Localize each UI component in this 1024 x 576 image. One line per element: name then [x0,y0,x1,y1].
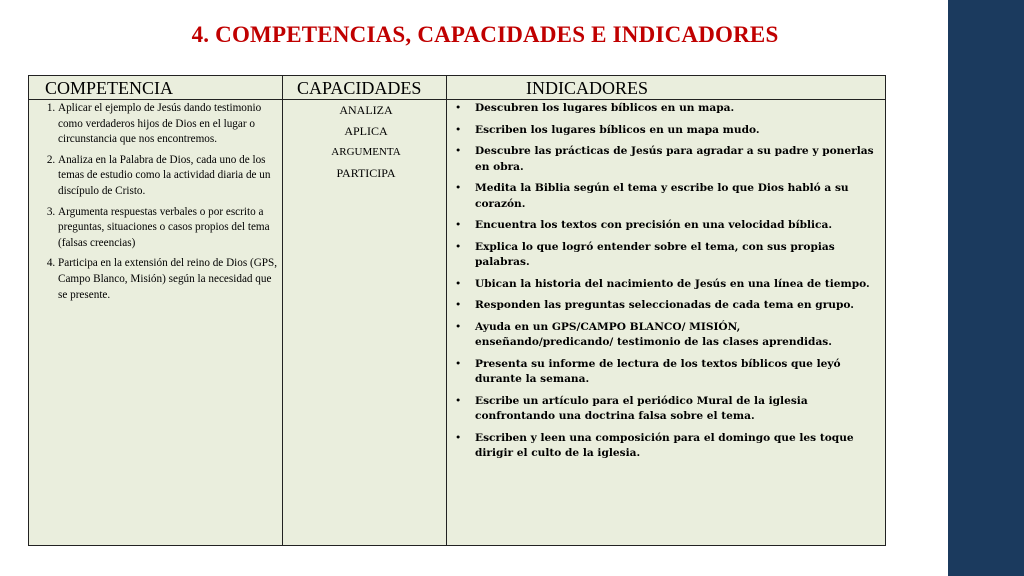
indicador-item [449,218,879,234]
bullet-icon: • [455,431,462,444]
indicador-item [449,123,879,139]
competencias-table [28,75,886,546]
indicador-text: Descubren los lugares bíblicos en un mapa. [475,102,735,114]
indicador-item [449,320,879,351]
bullet-icon: • [455,320,462,333]
header-indicadores: INDICADORES [526,78,649,98]
bullet-icon: • [455,394,462,407]
indicador-item [449,240,879,271]
competencias-list [37,101,281,303]
indicador-text: Explica lo que logró entender sobre el tema, con sus propias palabras. [475,240,835,268]
competencias-column [37,101,281,308]
indicador-item [449,277,879,293]
indicador-text: Escriben y leen una composición para el domingo que les toque dirigir el culto de la iglesia. [475,431,854,459]
bullet-icon: • [455,299,462,311]
indicador-text: Presenta su informe de lectura de los textos bíblicos que leyó durante la semana. [475,357,841,385]
competencia-item: 4. Participa en la extensión del reino de Dios (GPS, Campo Blanco, Misión) según la necesidad que se presente. [58,256,281,303]
header-competencia: COMPETENCIA [45,78,174,98]
indicador-item [449,181,879,212]
bullet-icon: • [455,102,462,114]
indicador-item [449,394,879,425]
competencia-item: 2. Analiza en la Palabra de Dios, cada uno de los temas de estudio como la actividad diaria de un discípulo de Cristo. [58,153,281,200]
column-divider [282,76,283,545]
indicadores-column [449,101,879,468]
bullet-icon: • [455,145,462,157]
bullet-icon: • [455,240,462,253]
bullet-icon: • [455,182,462,194]
capacidades-column [286,100,446,184]
competencia-item: 1. Aplicar el ejemplo de Jesús dando testimonio como verdaderos hijos de Dios en el lugar o circunstancia que nos encontremos. [58,101,281,148]
indicador-item [449,298,879,314]
indicador-text: Ayuda en un GPS/CAMPO BLANCO/ MISIÓN, enseñando/predicando/ testimonio de las clases aprendidas. [475,320,832,348]
indicador-text: Descubre las prácticas de Jesús para agradar a su padre y ponerlas en obra. [475,145,874,173]
side-accent-bar [948,0,1024,576]
bullet-icon: • [455,277,462,290]
indicador-item [449,101,879,117]
capacidad-item: ARGUMENTA [331,146,401,158]
indicador-item [449,431,879,462]
indicador-item [449,144,879,175]
bullet-icon: • [455,357,462,370]
indicador-text: Medita la Biblia según el tema y escribe lo que Dios habló a su corazón. [475,182,849,210]
indicador-text: Responden las preguntas seleccionadas de cada tema en grupo. [475,299,854,311]
indicador-item [449,357,879,388]
bullet-icon: • [455,123,462,136]
table-header-row [29,76,885,100]
indicador-text: Ubican la historia del nacimiento de Jesús en una línea de tiempo. [475,277,870,290]
capacidad-item: PARTICIPA [336,166,396,180]
capacidad-item: APLICA [344,124,388,138]
capacidad-item: ANALIZA [339,103,393,117]
bullet-icon: • [455,219,462,231]
column-divider [446,76,447,545]
indicadores-list [449,101,879,462]
competencia-item: 3. Argumenta respuestas verbales o por escrito a preguntas, situaciones o casos propios del tema (falsas creencias) [58,205,281,252]
header-capacidades: CAPACIDADES [297,78,422,98]
indicador-text: Escribe un artículo para el periódico Mural de la iglesia confrontando una doctrina falsa sobre el tema. [475,394,808,422]
page-title: 4. COMPETENCIAS, CAPACIDADES E INDICADORES [191,22,779,47]
indicador-text: Encuentra los textos con precisión en una velocidad bíblica. [475,219,833,231]
indicador-text: Escriben los lugares bíblicos en un mapa mudo. [475,123,760,136]
